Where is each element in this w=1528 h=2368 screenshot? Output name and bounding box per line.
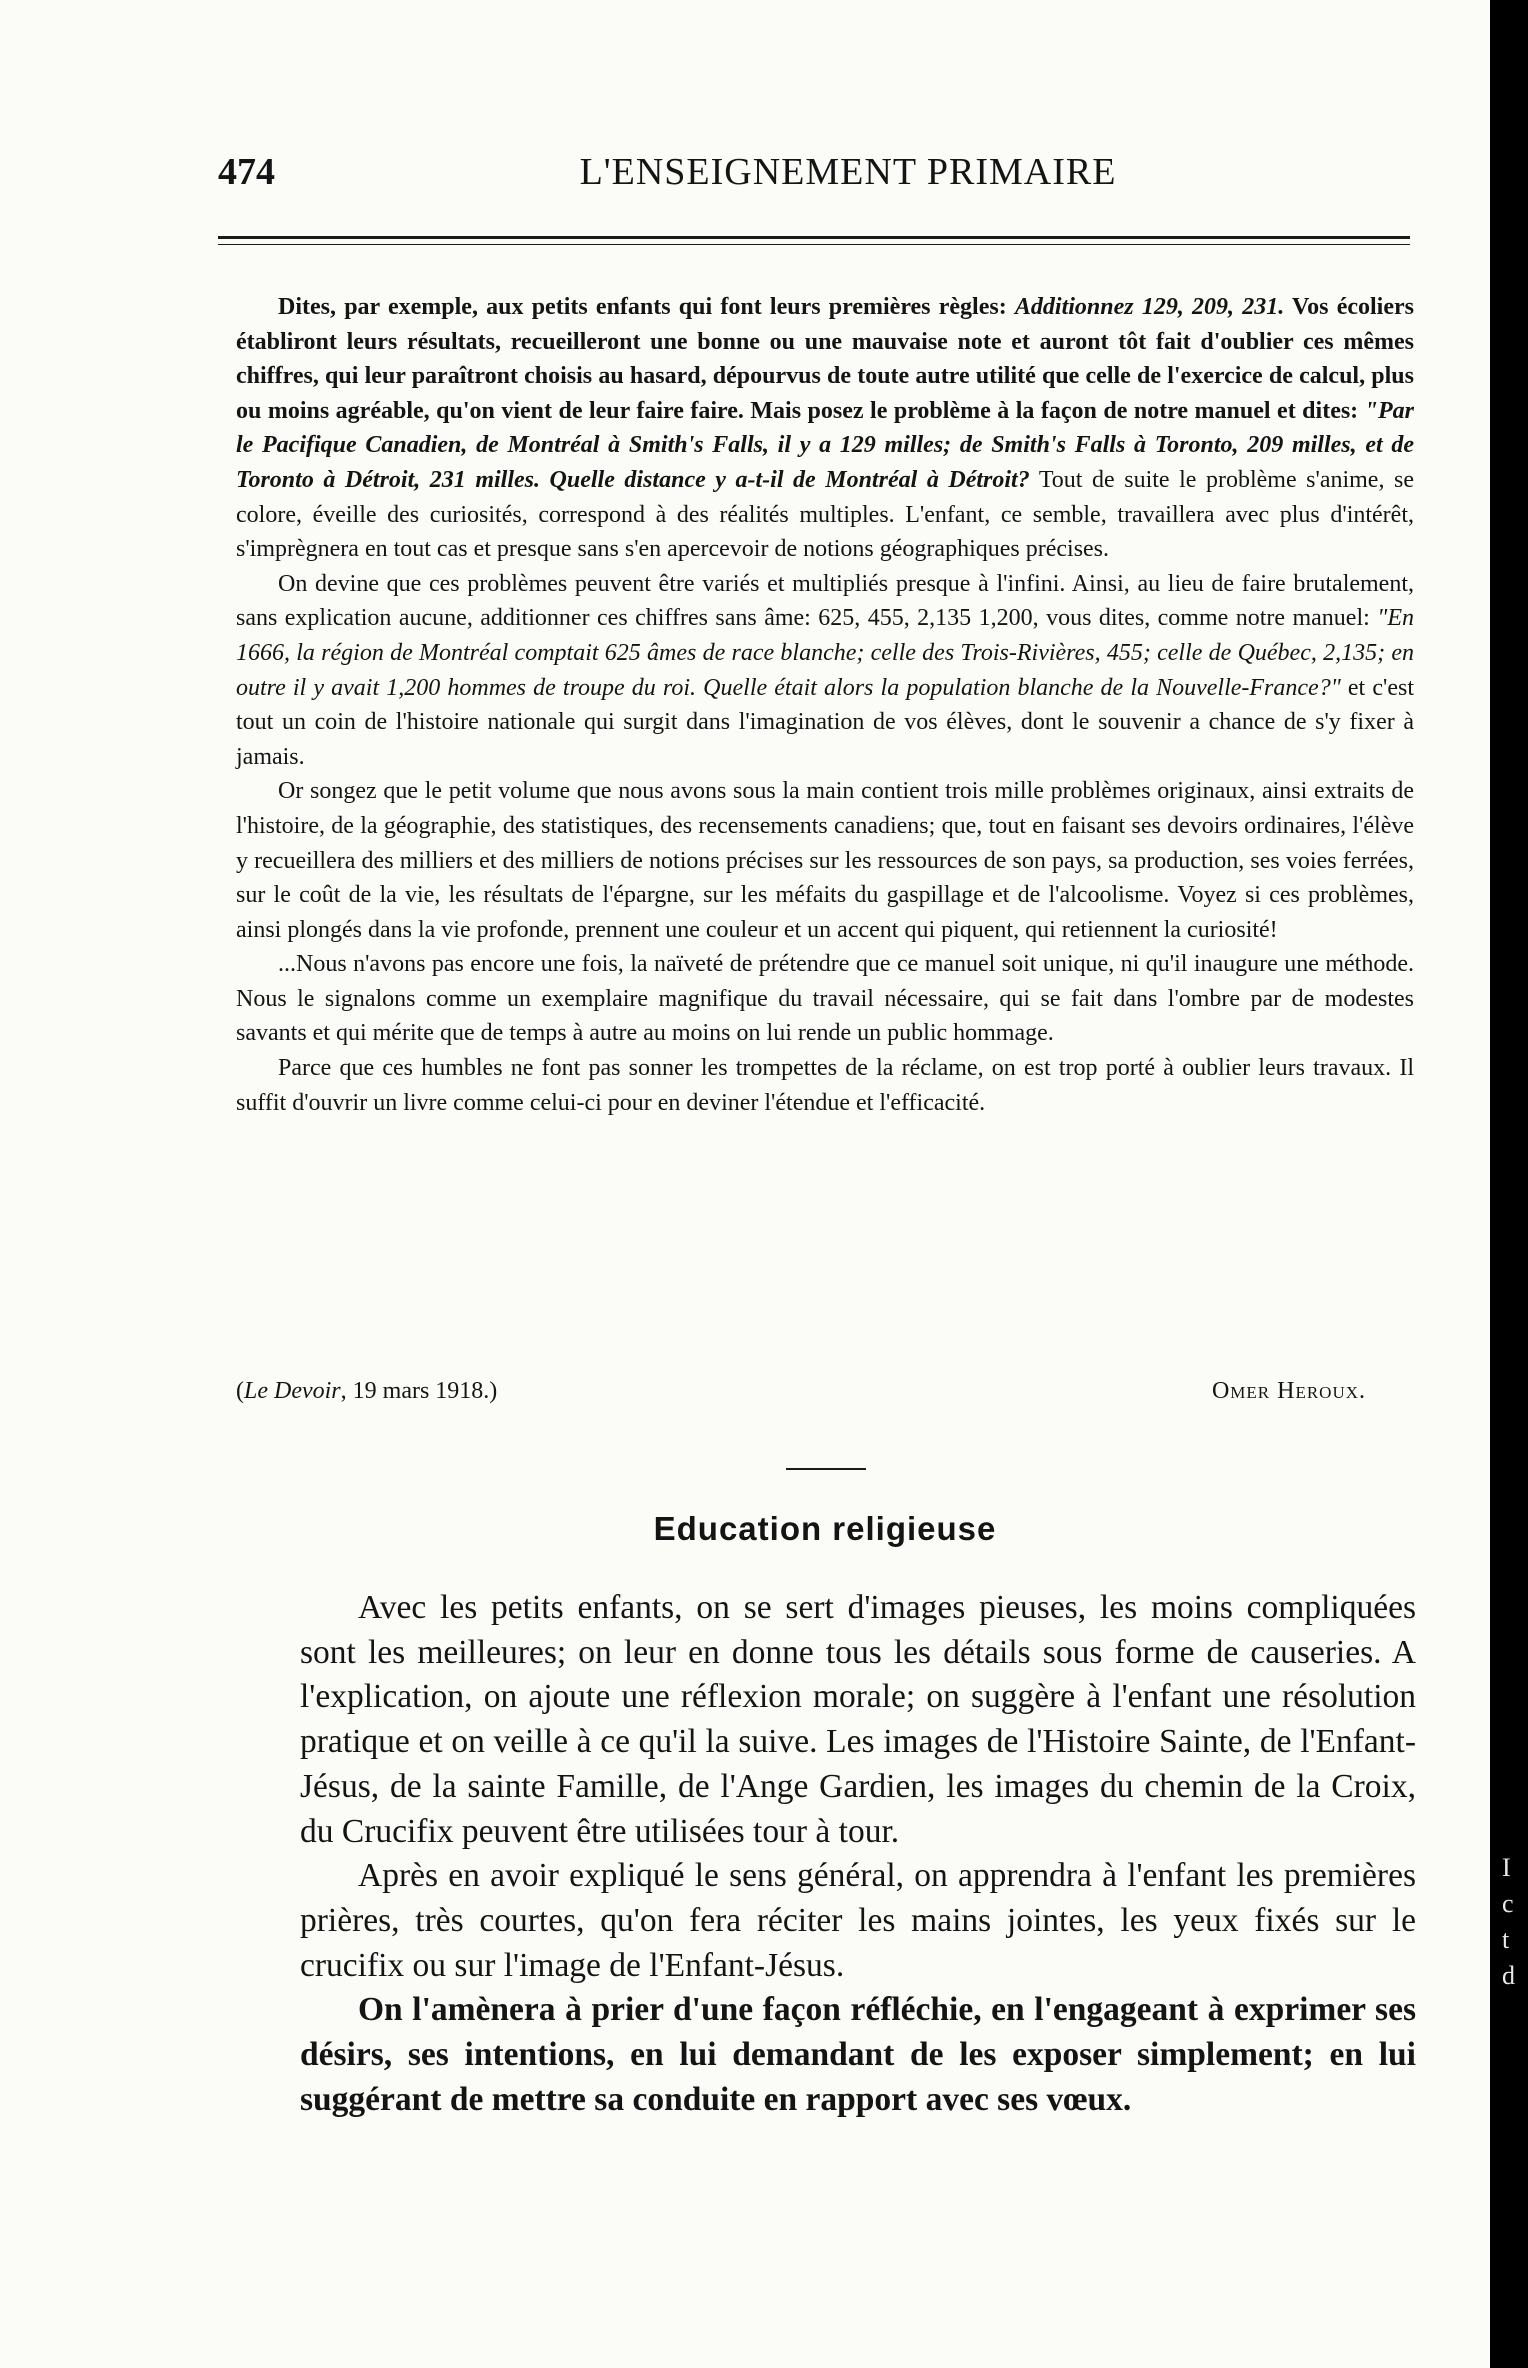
article-paragraph: Parce que ces humbles ne font pas sonner les trompettes de la réclame, on est trop porté à oublier leurs travaux. Il suffit d'ouvrir un livre comme celui-ci pour en deviner l'étendue et l'efficacité. [236,1055,1414,1116]
section-body [300,1586,1416,2122]
article-attribution [236,1378,1366,1414]
article-paragraph: ...Nous n'avons pas encore une fois, la naïveté de prétendre que ce manuel soit unique, ni qu'il inaugure une méthode. Nous le signalons comme un exemplaire magnifique du travail nécessaire, qui se fait dans l'ombre par de modestes savants et qui mérite que de temps à autre au moins on lui rende un public hommage. [236,951,1414,1047]
article-paragraph: On devine que ces problèmes peuvent être variés et multipliés presque à l'infini. Ainsi, au lieu de faire brutalement, sans explication aucune, additionner ces chiffres sans âme: 625, 455, 2,135 1,200, vous dites, comme notre manuel: "En 1666, la région de Montréal comptait 625 âmes de race blanche; celle des Trois-Rivières, 455; celle de Québec, 2,135; en outre il y avait 1,200 hommes de troupe du roi. Quelle était alors la population blanche de la Nouvelle-France?" et c'est tout un coin de l'histoire nationale qui surgit dans l'imagination de vos élèves, dont le souvenir a chance de s'y fixer à jamais. [236,570,1414,770]
running-title: L'ENSEIGNEMENT PRIMAIRE [579,151,1117,193]
source-citation: (Le Devoir, 19 mars 1918.) [236,1378,498,1404]
article-body [236,290,1414,1120]
facing-page-fragment: I c t d [1502,1853,1515,1990]
page-header [218,150,1408,200]
section-heading: Education religieuse [653,1510,997,1547]
section-paragraph: Avec les petits enfants, on se sert d'images pieuses, les moins compliquées sont les meilleures; on leur en donne tous les détails sous forme de causeries. A l'explication, on ajoute une réflexion morale; on suggère à l'enfant une résolution pratique et on veille à ce qu'il la suive. Les images de l'Histoire Sainte, de l'Enfant-Jésus, de la sainte Famille, de l'Ange Gardien, les images du chemin de la Croix, du Crucifix peuvent être utilisées tour à tour. [300,1589,1416,1850]
article-paragraph: Or songez que le petit volume que nous avons sous la main contient trois mille problèmes originaux, ainsi extraits de l'histoire, de la géographie, des statistiques, des recensements canadiens; que, tout en faisant ses devoirs ordinaires, l'élève y recueillera des milliers et des milliers de notions précises sur les ressources de son pays, sa production, ses voies ferrées, sur le coût de la vie, les résultats de l'épargne, sur les méfaits du gaspillage et de l'alcoolisme. Voyez si ces problèmes, ainsi plongés dans la vie profonde, prennent une couleur et un accent qui piquent, qui retiennent la curiosité! [236,778,1414,943]
header-rule-thin [218,244,1410,245]
author-signature: Omer Heroux. [1211,1378,1366,1404]
scan-margin [1490,0,1528,2368]
section-paragraph: Après en avoir expliqué le sens général, on apprendra à l'enfant les premières prières, très courtes, qu'on fera réciter les mains jointes, les yeux fixés sur le crucifix ou sur l'image de l'Enfant-Jésus. [300,1857,1416,1984]
article-paragraph: Dites, par exemple, aux petits enfants qui font leurs premières règles: Additionnez 129, 209, 231. Vos écoliers établiront leurs résultats, recueilleront une bonne ou une mauvaise note et auront tôt fait d'oublier ces mêmes chiffres, qui leur paraîtront choisis au hasard, dépourvus de toute autre utilité que celle de l'exercice de calcul, plus ou moins agréable, qu'on vient de leur faire faire. Mais posez le problème à la façon de notre manuel et dites: "Par le Pacifique Canadien, de Montréal à Smith's Falls, il y a 129 milles; de Smith's Falls à Toronto, 209 milles, et de Toronto à Détroit, 231 milles. Quelle distance y a-t-il de Montréal à Détroit? Tout de suite le problème s'anime, se colore, éveille des curiosités, correspond à des réalités multiples. L'enfant, ce semble, travaillera avec plus d'intérêt, s'imprègnera en tout cas et presque sans s'en apercevoir de notions géographiques précises. [236,294,1415,563]
section-paragraph: On l'amènera à prier d'une façon réfléchie, en l'engageant à exprimer ses désirs, ses intentions, en lui demandant de les exposer simplement; en lui suggérant de mettre sa conduite en rapport avec ses vœux. [300,1991,1416,2118]
section-divider [786,1468,866,1470]
header-rule-thick [218,236,1410,239]
page-number: 474 [218,151,275,193]
